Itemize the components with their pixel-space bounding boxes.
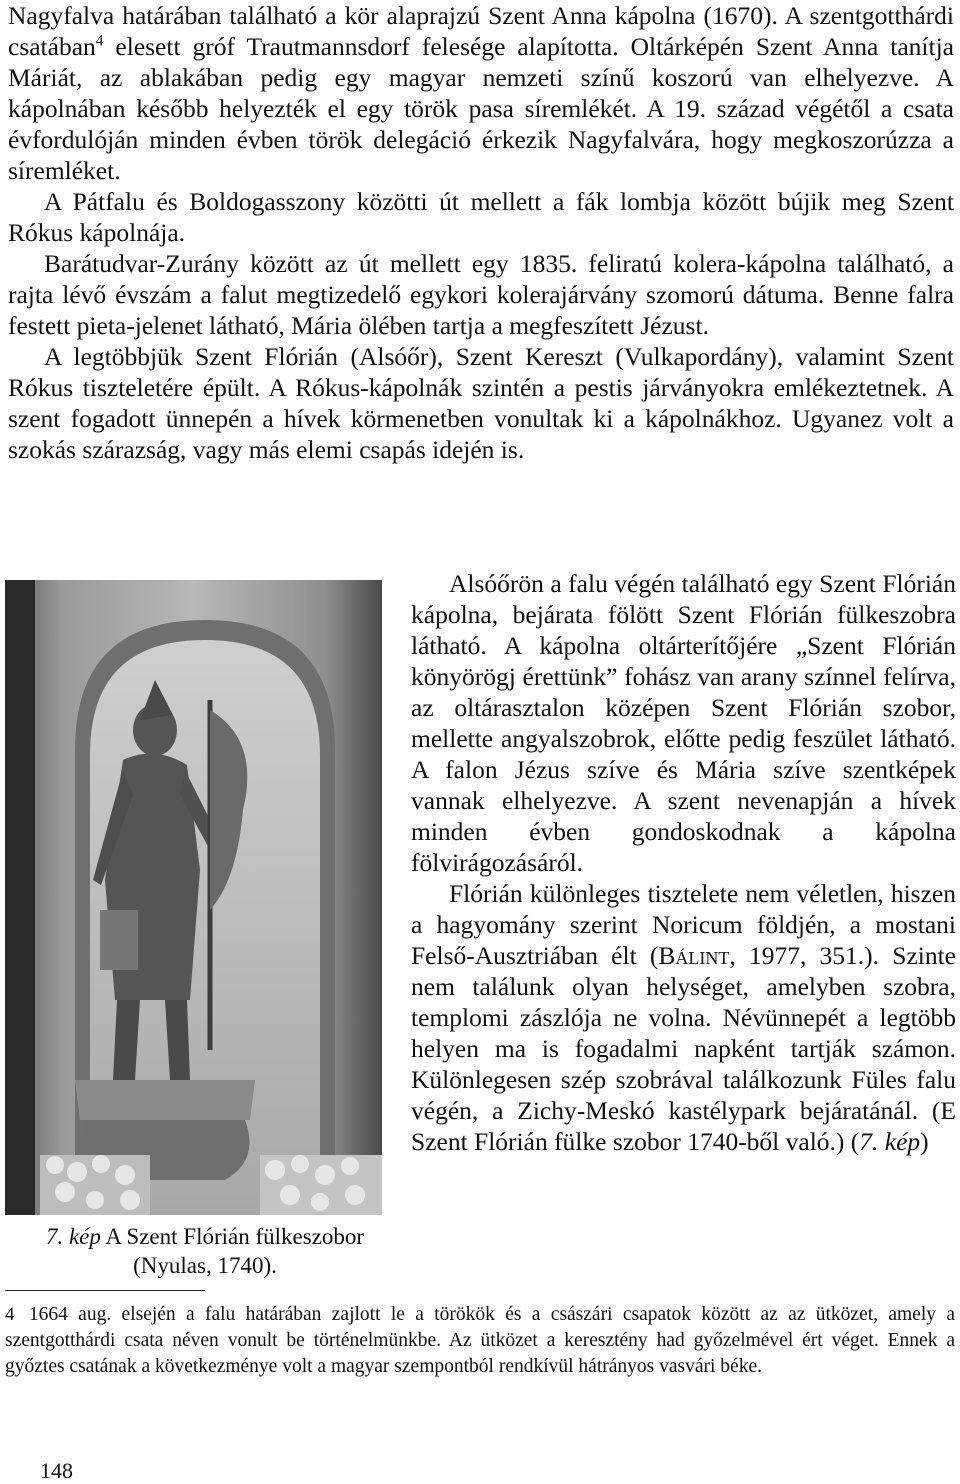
caption-title: A Szent Flórián fülkeszobor: [100, 1224, 365, 1249]
paragraph-text: ): [920, 1127, 929, 1156]
paragraph-legtobbjuk: A legtöbbjük Szent Flórián (Alsóőr), Szent Kereszt (Vulkapordány), valamint Szent Rókus tiszteletére épült. A Rókus-kápolnák szintén a pestis járványokra emlékeztetnek. A szent fogadott ünnepén a hívek körmenetben vonultak ki a kápolnákhoz. Ugyanez volt a szokás szárazság, vagy más elemi csapás idején is.: [8, 342, 954, 464]
paragraph-text: Flórián különleges tisztelete nem véletlen, hiszen a hagyomány szerint Noricum földjén, a mostani Felső-Ausztriában élt (: [411, 879, 956, 970]
paragraph-text: Nagyfalva határában található a kör alaprajzú Szent Anna kápolna (1670). A szentgotthárdi csatában: [8, 1, 954, 61]
figure-reference[interactable]: 7. kép: [859, 1127, 921, 1156]
paragraph-text: elesett gróf Trautmannsdorf felesége alapította. Oltárképén Szent Anna tanítja Máriát, az ablakában pedig egy magyar nemzeti színű koszorú van elhelyezve. A kápolnában később helyezték el egy török pasa síremlékét. A 19. század végétől a csata évfordulóján minden évben török delegáció érkezik Nagyfalvára, hogy megkoszorúzza a síremléket.: [8, 32, 954, 185]
paragraph-text: , 1977, 351.). Szinte nem találunk olyan helységet, amelyben szobra, templomi zászlója ne volna. Névünnepét a legtöbb helyen ma is fogadalmi napként tartják számon. Különlegesen szép szobrával találkozunk Füles falu végén, a Zichy-Meskó kastélypark bejáratánál. (E Szent Flórián fülke szobor 1740-ből való.) (: [411, 941, 957, 1156]
photo-caption: [20, 1222, 390, 1280]
footnote-number: 4: [5, 1304, 15, 1325]
paragraph-rokus: A Pátfalu és Boldogasszony közötti út mellett a fák lombja között bújik meg Szent Rókus kápolnája.: [8, 187, 954, 247]
page-number: 148: [40, 1458, 73, 1483]
statue-photo: [5, 580, 382, 1215]
right-column-text: [411, 568, 956, 1157]
paragraph-szent-anna: [8, 0, 954, 186]
caption-source: (Nyulas, 1740).: [133, 1253, 277, 1278]
caption-figure-number: 7. kép: [45, 1224, 101, 1249]
main-text-top: [8, 0, 954, 465]
footnote-marker[interactable]: 4: [95, 32, 104, 50]
footnote-text: 1664 aug. elsején a falu határában zajlott le a törökök és a császári csapatok között az az ütközet, amely a szentgotthárdi csata néven vonult be történelmünkbe. Az ütközet a keresztény had győzelmével ért véget. Ennek a győztes csatának a következménye volt a magyar szempontból rendkívül hátrányos vasvári béke.: [5, 1304, 955, 1377]
caption-line-1: [20, 1222, 390, 1251]
paragraph-florian: [411, 878, 956, 1157]
paragraph-kolera: Barátudvar-Zurány között az út mellett egy 1835. feliratú kolera-kápolna található, a rajta lévő évszám a falut megtizedelő egykori kolerajárvány szomorú dátuma. Benne falra festett pieta-jelenet látható, Mária ölében tartja a megfeszített Jézust.: [8, 249, 954, 340]
footnote-divider: [5, 1290, 205, 1291]
statue-photo-drawing: [5, 580, 382, 1215]
footnote: [5, 1302, 955, 1380]
paragraph-alsoor: Alsóőrön a falu végén található egy Szent Flórián kápolna, bejárata fölött Szent Flórián fülkeszobra látható. A kápolna oltárterítőjére „Szent Flórián könyörögj érettünk” fohász van arany színnel felírva, az oltárasztalon középen Szent Flórián szobor, mellette angyalszobrok, előtte pedig feszület látható. A falon Jézus szíve és Mária szíve szentképek vannak elhelyezve. A szent nevenapján a hívek minden évben gondoskodnak a kápolna fölvirágozásáról.: [411, 569, 956, 877]
author-name: Bálint: [658, 941, 730, 970]
